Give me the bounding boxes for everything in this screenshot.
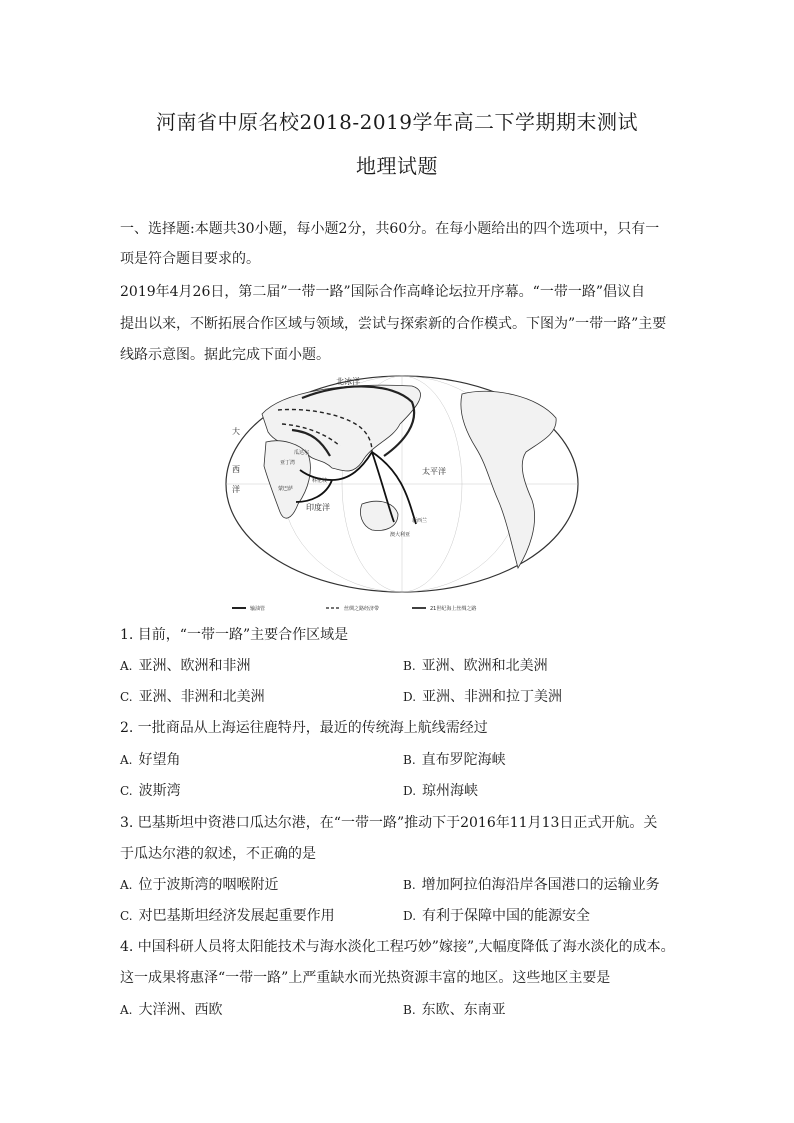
option-letter: B. [403, 659, 416, 673]
option-letter: B. [403, 753, 416, 767]
option-text: 波斯湾 [138, 783, 181, 799]
label-atlantic-3: 洋 [232, 485, 240, 494]
legend-pipeline: 输油管 [250, 606, 266, 612]
option-text: 好望角 [138, 752, 181, 768]
option-letter: A. [120, 753, 133, 767]
label-abu: 亚丁湾 [280, 460, 296, 466]
map-legend [232, 605, 476, 612]
page-subtitle: 地理试题 [356, 154, 438, 178]
option-text: 直布罗陀海峡 [421, 752, 506, 768]
option-letter: D. [403, 909, 417, 923]
legend-belt: 丝绸之路经济带 [344, 606, 380, 612]
option-letter: D. [403, 784, 417, 798]
q3-option-b [403, 874, 660, 894]
option-letter: B. [403, 1003, 416, 1017]
continents [262, 385, 556, 568]
question-1-stem: 1. 目前，“一带一路”主要合作区域是 [120, 627, 349, 643]
label-pacific: 太平洋 [422, 467, 446, 476]
passage-line-2: 提出以来，不断拓展合作区域与领域，尝试与探索新的合作模式。下图为”一带一路”主要 [120, 316, 667, 332]
question-3-stem-line-1: 3. 巴基斯坦中资港口瓜达尔港，在“一带一路”推动下于2016年11月13日正式开航。关 [120, 815, 658, 831]
option-text: 亚洲、非洲和北美洲 [138, 689, 265, 705]
q1-option-b [403, 655, 548, 675]
option-letter: A. [120, 1003, 133, 1017]
label-arctic: 北冰洋 [336, 377, 360, 386]
label-newzealand: 新西兰 [412, 518, 428, 524]
option-text: 增加阿拉伯海沿岸各国港口的运输业务 [421, 877, 660, 893]
question-2-stem: 2. 一批商品从上海运往鹿特丹，最近的传统海上航线需经过 [120, 720, 488, 736]
q2-option-c [120, 780, 181, 800]
option-text: 亚洲、欧洲和非洲 [138, 658, 251, 674]
belt-and-road-map [222, 372, 582, 617]
q4-option-b [403, 999, 506, 1019]
option-text: 对巴基斯坦经济发展起重要作用 [138, 908, 335, 924]
section-intro-line-2: 项是符合题目要求的。 [120, 251, 260, 267]
option-text: 东欧、东南亚 [421, 1002, 506, 1018]
label-colombo: 科伦坡 [312, 478, 328, 484]
q4-option-a [120, 999, 222, 1019]
section-intro-line-1: 一、选择题:本题共30小题，每小题2分，共60分。在每小题给出的四个选项中，只有一 [120, 221, 660, 237]
americas-outline [461, 391, 556, 568]
question-4-stem-line-1: 4. 中国科研人员将太阳能技术与海水淡化工程巧妙”嫁接”,大幅度降低了海水淡化的成本。 [120, 939, 675, 955]
label-atlantic-2: 西 [232, 465, 240, 474]
label-australia: 澳大利亚 [390, 532, 411, 538]
q2-option-b [403, 749, 506, 769]
option-letter: A. [120, 878, 133, 892]
page-title: 河南省中原名校2018-2019学年高二下学期期末测试 [155, 110, 639, 134]
option-text: 大洋洲、西欧 [138, 1002, 223, 1018]
option-letter: B. [403, 878, 416, 892]
option-text: 位于波斯湾的咽喉附近 [138, 877, 279, 893]
q2-option-d [403, 780, 478, 800]
option-letter: C. [120, 784, 133, 798]
passage-line-1: 2019年4月26日，第二届”一带一路”国际合作高峰论坛拉开序幕。“一带一路”倡议自 [120, 284, 645, 300]
option-text: 亚洲、欧洲和北美洲 [421, 658, 548, 674]
option-text: 琼州海峡 [422, 783, 479, 799]
label-mombasa: 蒙巴萨 [278, 486, 294, 492]
label-indian: 印度洋 [306, 503, 330, 512]
option-text: 有利于保障中国的能源安全 [422, 908, 591, 924]
q3-option-c [120, 905, 335, 925]
passage-line-3: 线路示意图。据此完成下面小题。 [120, 347, 330, 363]
q2-option-a [120, 749, 180, 769]
question-3-stem-line-2: 于瓜达尔港的叙述，不正确的是 [120, 846, 316, 862]
option-letter: D. [403, 690, 417, 704]
option-letter: A. [120, 659, 133, 673]
option-letter: C. [120, 909, 133, 923]
q1-option-a [120, 655, 250, 675]
q3-option-d [403, 905, 590, 925]
q1-option-d [403, 686, 562, 706]
label-atlantic-1: 大 [232, 427, 240, 436]
option-letter: C. [120, 690, 133, 704]
q3-option-a [120, 874, 278, 894]
legend-road: 21世纪海上丝绸之路 [430, 606, 477, 612]
q1-option-c [120, 686, 265, 706]
label-gwadar: 瓜达尔 [294, 450, 310, 456]
question-4-stem-line-2: 这一成果将惠泽“一带一路”上严重缺水而光热资源丰富的地区。这些地区主要是 [120, 970, 611, 986]
option-text: 亚洲、非洲和拉丁美洲 [422, 689, 563, 705]
